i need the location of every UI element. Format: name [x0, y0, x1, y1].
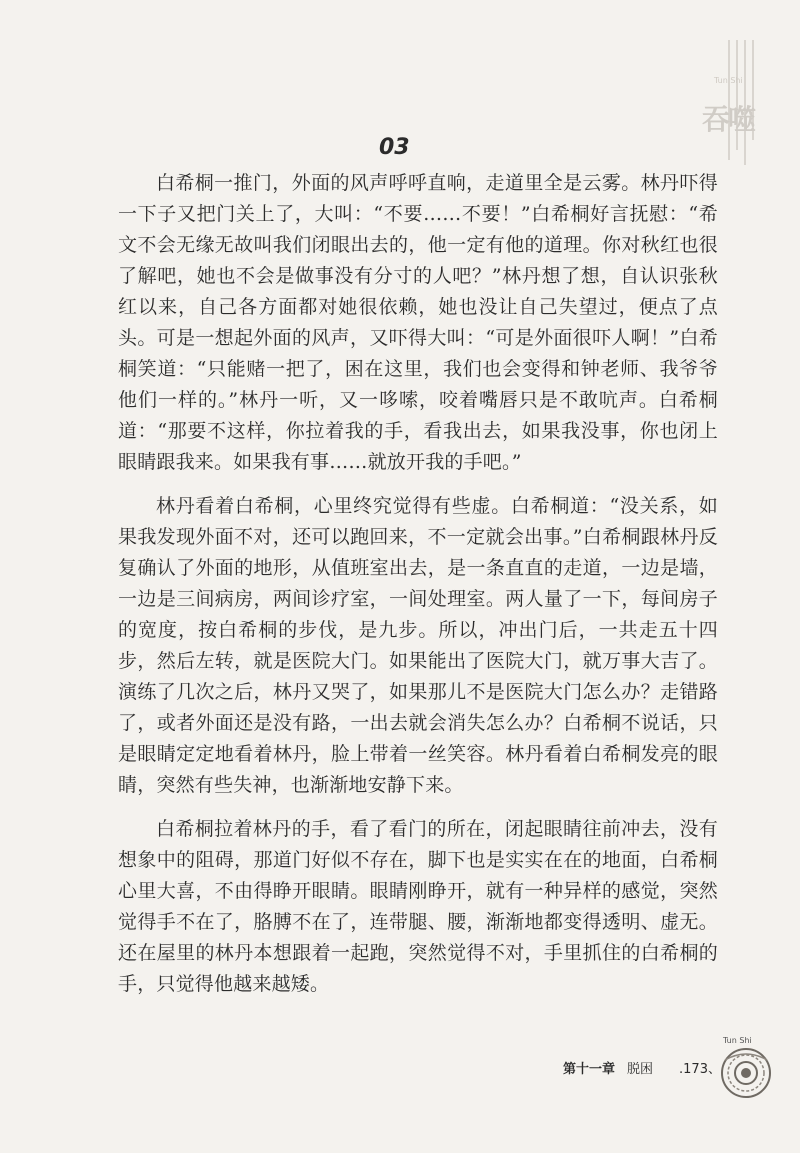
section-number: 03	[379, 135, 410, 160]
corner-decoration	[702, 40, 776, 160]
page-number: .173、	[679, 1062, 721, 1077]
page-corner-emblem-icon	[715, 1036, 777, 1102]
corner-small-text: Tun Shi	[714, 76, 743, 85]
paragraph: 林丹看着白希桐，心里终究觉得有些虚。白希桐道：“没关系，如果我发现外面不对，还可以跑回来，不一定就会出事。”白希桐跟林丹反复确认了外面的地形，从值班室出去，是一条直直的走道，一边是墙，一边是三间病房，两间诊疗室，一间处理室。两人量了一下，每间房子的宽度，按白希桐的步伐，是九步。所以，冲出门后，一共走五十四步，然后左转，就是医院大门。如果能出了医院大门，就万事大吉了。演练了几次之后，林丹又哭了，如果那儿不是医院大门怎么办？走错路了，或者外面还是没有路，一出去就会消失怎么办？白希桐不说话，只是眼睛定定地看着林丹，脸上带着一丝笑容。林丹看着白希桐发亮的眼睛，突然有些失神，也渐渐地安静下来。	[118, 495, 718, 796]
chapter-label: 第十一章	[563, 1062, 616, 1077]
corner-logo: 吞噬	[702, 103, 755, 136]
page-icon-label: Tun Shi	[723, 1036, 752, 1045]
paragraph: 白希桐拉着林丹的手，看了看门的所在，闭起眼睛往前冲去，没有想象中的阻碍，那道门好似不存在，脚下也是实实在在的地面，白希桐心里大喜，不由得睁开眼睛。眼睛刚睁开，就有一种异样的感觉，突然觉得手不在了，胳膊不在了，连带腿、腰，渐渐地都变得透明、虚无。还在屋里的林丹本想跟着一起跑，突然觉得不对，手里抓住的白希桐的手，只觉得他越来越矮。	[118, 818, 718, 995]
paragraph: 白希桐一推门，外面的风声呼呼直响，走道里全是云雾。林丹吓得一下子又把门关上了，大叫：“不要……不要！”白希桐好言抚慰：“希文不会无缘无故叫我们闭眼出去的，他一定有他的道理。你对秋红也很了解吧，她也不会是做事没有分寸的人吧？”林丹想了想，自认识张秋红以来，自己各方面都对她很依赖，她也没让自己失望过，便点了点头。可是一想起外面的风声，又吓得大叫：“可是外面很吓人啊！”白希桐笑道：“只能赌一把了，困在这里，我们也会变得和钟老师、我爷爷他们一样的。”林丹一听，又一哆嗦，咬着嘴唇只是不敢吭声。白希桐道：“那要不这样，你拉着我的手，看我出去，如果我没事，你也闭上眼睛跟我来。如果我有事……就放开我的手吧。”	[118, 172, 718, 473]
page-footer	[563, 1058, 721, 1077]
body-text	[118, 168, 718, 1013]
chapter-title: 脱困	[627, 1062, 654, 1077]
